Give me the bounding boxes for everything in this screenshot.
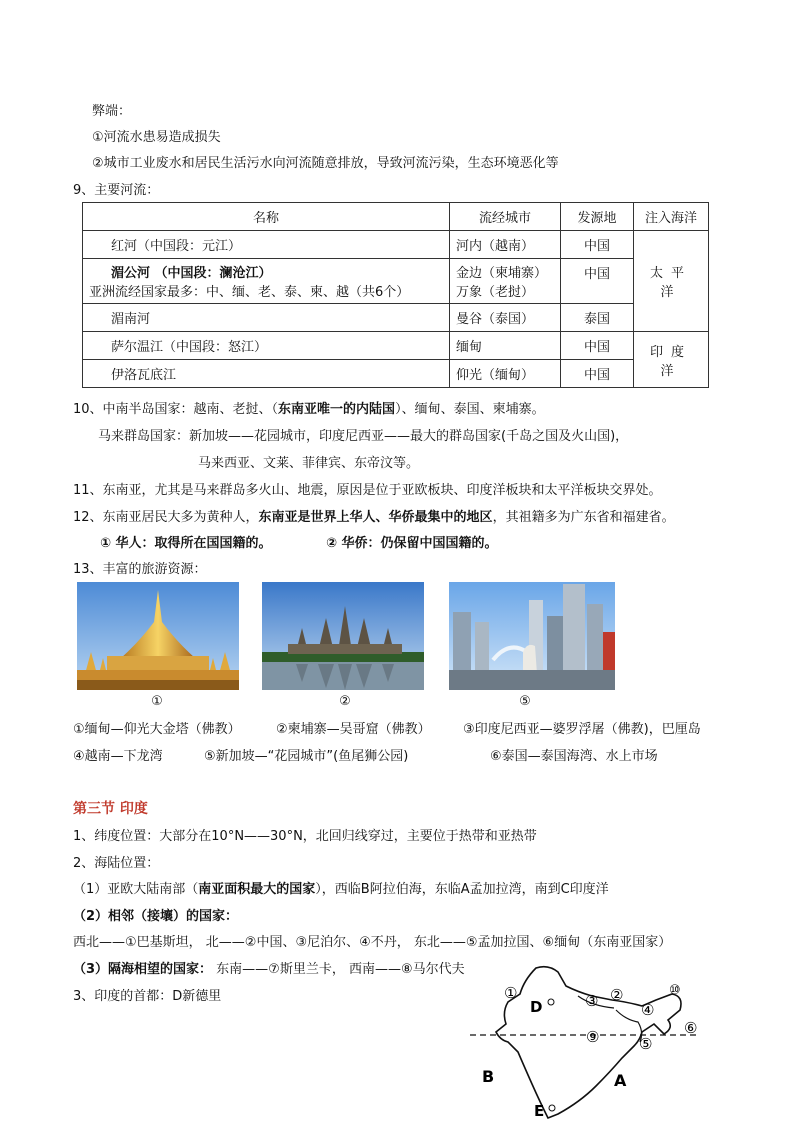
map-label-A: A bbox=[614, 1071, 627, 1090]
text: 东南——⑦斯里兰卡， 西南——⑧马尔代夫 bbox=[212, 962, 465, 977]
tourism-item-3: ③印度尼西亚—婆罗浮屠（佛教)，巴厘岛 bbox=[463, 722, 701, 737]
emphasis: 东南亚是世界上华人、华侨最集中的地区 bbox=[258, 510, 493, 525]
header-name: 名称 bbox=[83, 203, 450, 231]
angkor-wat-photo bbox=[262, 582, 424, 690]
map-label-D: D bbox=[530, 998, 543, 1016]
huaren-definition: ① 华人：取得所在国国籍的。 bbox=[100, 536, 272, 551]
drawback-item-2: ②城市工业废水和居民生活污水向河流随意排放，导致河流污染，生态环境恶化等 bbox=[92, 156, 559, 171]
text: 10、中南半岛国家：越南、老挝、（ bbox=[73, 402, 279, 417]
river-cities: 仰光（缅甸） bbox=[450, 360, 561, 388]
river-city-1: 金边（柬埔寨） bbox=[456, 266, 548, 281]
emphasis: （3）隔海相望的国家： bbox=[73, 962, 213, 977]
table-row bbox=[83, 259, 709, 304]
river-source: 中国 bbox=[561, 360, 634, 388]
photo-caption-1: ① bbox=[151, 694, 163, 709]
map-label-1: ① bbox=[504, 984, 518, 1002]
river-name-main: 湄公河 （中国段：澜沧江） bbox=[111, 266, 272, 281]
drawback-item-1: ①河流水患易造成损失 bbox=[92, 130, 221, 145]
river-name bbox=[83, 259, 450, 304]
table-row bbox=[83, 231, 709, 259]
ocean-indian: 印度洋 bbox=[634, 332, 709, 388]
river-source: 中国 bbox=[561, 332, 634, 360]
map-label-4: ④ bbox=[641, 1001, 655, 1019]
river-name: 萨尔温江（中国段：怒江） bbox=[83, 332, 450, 360]
section-9-title: 9、主要河流： bbox=[73, 183, 160, 198]
emphasis: 南亚面积最大的国家 bbox=[198, 882, 316, 897]
rivers-table bbox=[82, 202, 709, 388]
text: （1）亚欧大陆南部（ bbox=[73, 882, 199, 897]
header-cities: 流经城市 bbox=[450, 203, 561, 231]
river-name: 红河（中国段：元江） bbox=[83, 231, 450, 259]
tourism-item-2: ②柬埔寨—吴哥窟（佛教） bbox=[276, 722, 431, 737]
singapore-merlion-photo bbox=[449, 582, 615, 690]
table-row bbox=[83, 332, 709, 360]
section-heading-india: 第三节 印度 bbox=[73, 801, 148, 817]
section-12-line-1 bbox=[73, 509, 675, 527]
text: ）、缅甸、泰国、柬埔寨。 bbox=[395, 402, 545, 417]
map-label-6: ⑥ bbox=[684, 1019, 698, 1037]
india-latitude: 1、纬度位置：大部分在10°N——30°N，北回归线穿过，主要位于热带和亚热带 bbox=[73, 829, 537, 844]
river-cities: 曼谷（泰国） bbox=[450, 304, 561, 332]
section-10-line-2: 马来群岛国家：新加坡——花园城市，印度尼西亚——最大的群岛国家(千岛之国及火山国)， bbox=[98, 429, 629, 444]
river-source: 泰国 bbox=[561, 304, 634, 332]
map-label-10: ⑩ bbox=[669, 983, 681, 998]
river-name-note: 亚洲流经国家最多：中、缅、老、泰、柬、越（共6个） bbox=[89, 285, 410, 300]
map-label-E: E bbox=[534, 1102, 545, 1120]
tourism-item-6: ⑥泰国—泰国海湾、水上市场 bbox=[490, 749, 658, 764]
india-sea-land-title: 2、海陆位置： bbox=[73, 856, 160, 871]
section-13-title: 13、丰富的旅游资源： bbox=[73, 562, 207, 577]
text: ），西临B阿拉伯海，东临A孟加拉湾，南到C印度洋 bbox=[315, 882, 609, 897]
india-neighbors-title: （2）相邻（接壤）的国家： bbox=[73, 909, 239, 924]
map-label-3: ③ bbox=[585, 992, 599, 1010]
section-10-line-1 bbox=[73, 401, 545, 419]
map-label-5: ⑤ bbox=[639, 1035, 653, 1053]
table-row bbox=[83, 304, 709, 332]
text: ，其祖籍多为广东省和福建省。 bbox=[492, 510, 675, 525]
map-label-B: B bbox=[482, 1067, 495, 1086]
river-name: 伊洛瓦底江 bbox=[83, 360, 450, 388]
river-cities: 缅甸 bbox=[450, 332, 561, 360]
tourism-item-1: ①缅甸—仰光大金塔（佛教） bbox=[73, 722, 241, 737]
huaqiao-definition: ② 华侨：仍保留中国国籍的。 bbox=[326, 536, 498, 551]
text: 12、东南亚居民大多为黄种人， bbox=[73, 510, 259, 525]
table-header-row bbox=[83, 203, 709, 231]
photo-caption-5: ⑤ bbox=[519, 694, 531, 709]
section-11: 11、东南亚，尤其是马来群岛多火山、地震，原因是位于亚欧板块、印度洋板块和太平洋板块交界处。 bbox=[73, 483, 662, 498]
india-capital: 3、印度的首都：D新德里 bbox=[73, 989, 222, 1004]
tourism-item-4: ④越南—下龙湾 bbox=[73, 749, 163, 764]
india-map bbox=[466, 962, 716, 1120]
table-row bbox=[83, 360, 709, 388]
river-source: 中国 bbox=[561, 259, 634, 304]
ocean-pacific: 太平洋 bbox=[634, 231, 709, 332]
india-neighbors: 西北——①巴基斯坦， 北——②中国、③尼泊尔、④不丹， 东北——⑤孟加拉国、⑥缅甸（东南亚国家） bbox=[73, 935, 672, 950]
tourism-item-5: ⑤新加坡—“花园城市”(鱼尾狮公园) bbox=[204, 749, 409, 764]
map-label-2: ② bbox=[610, 986, 624, 1004]
river-cities: 河内（越南） bbox=[450, 231, 561, 259]
india-sea-land-1 bbox=[73, 881, 609, 899]
india-overseas bbox=[73, 961, 465, 979]
drawbacks-title: 弊端： bbox=[92, 104, 132, 119]
shwedagon-pagoda-photo bbox=[77, 582, 239, 690]
section-10-line-3: 马来西亚、文莱、菲律宾、东帝汶等。 bbox=[198, 456, 420, 471]
river-source: 中国 bbox=[561, 231, 634, 259]
emphasis: 东南亚唯一的内陆国 bbox=[278, 402, 396, 417]
river-city-2: 万象（老挝） bbox=[456, 285, 535, 300]
header-source: 发源地 bbox=[561, 203, 634, 231]
river-name: 湄南河 bbox=[83, 304, 450, 332]
photo-caption-2: ② bbox=[339, 694, 351, 709]
header-ocean: 注入海洋 bbox=[634, 203, 709, 231]
river-cities bbox=[450, 259, 561, 304]
map-label-9: ⑨ bbox=[586, 1028, 600, 1046]
